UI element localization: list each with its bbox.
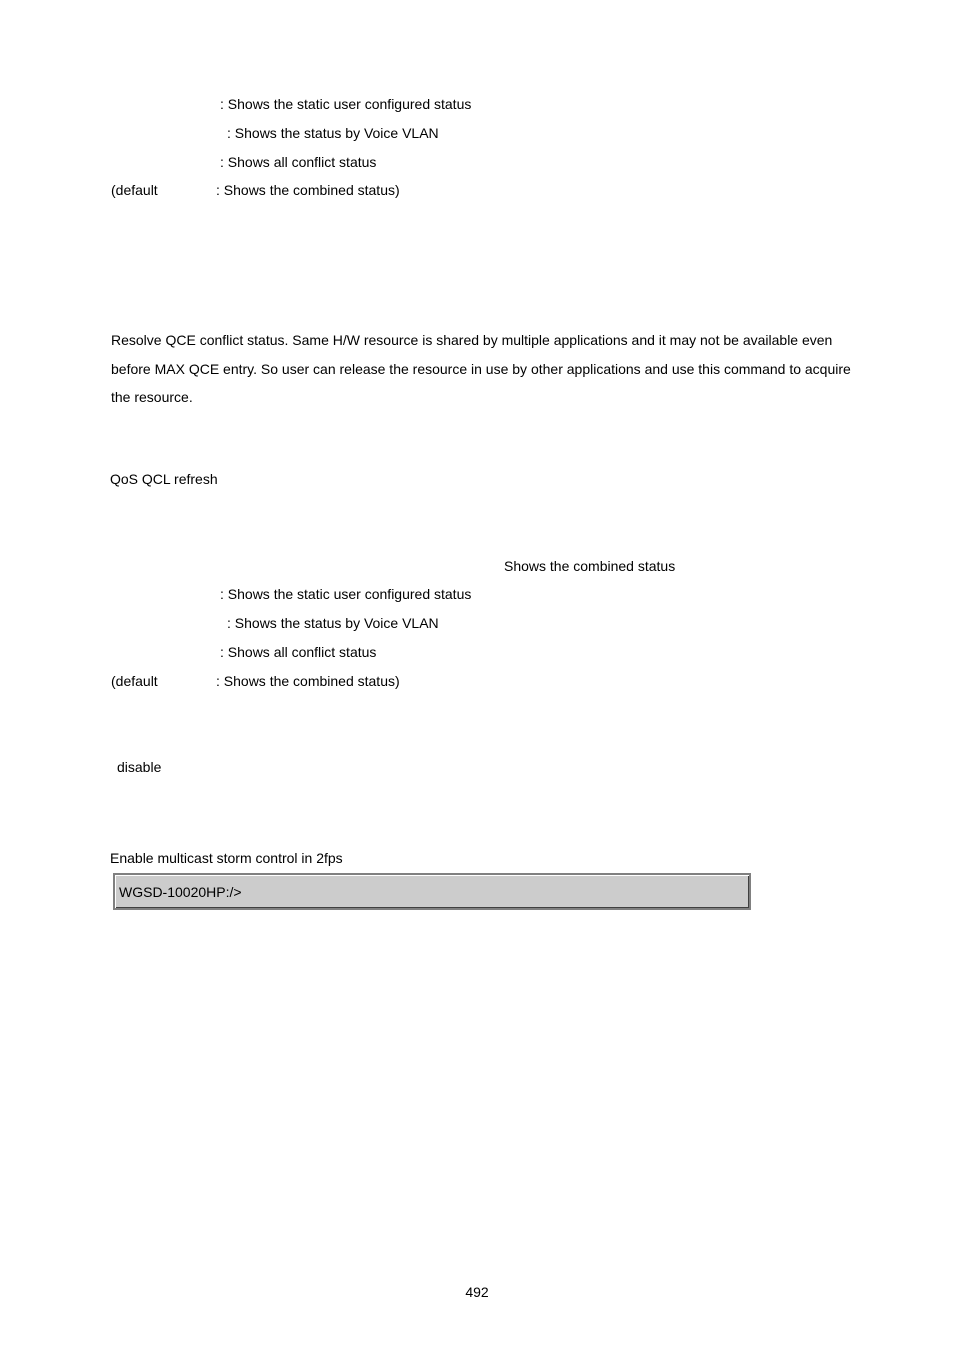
status-conflicts-desc: : Shows all conflict status <box>220 644 377 660</box>
example-description: Enable multicast storm control in 2fps <box>110 850 343 866</box>
status-default-prefix: (default <box>111 182 158 198</box>
description-paragraph <box>111 326 881 412</box>
default-value: disable <box>117 759 162 775</box>
description-line: Resolve QCE conflict status. Same H/W resource is shared by multiple applications and it may not be available even <box>111 332 833 348</box>
status-default-desc: : Shows the combined status) <box>216 182 400 198</box>
cli-prompt: WGSD-10020HP:/> <box>119 884 242 900</box>
cli-example-box <box>113 873 751 910</box>
status-default-prefix: (default <box>111 673 158 689</box>
parameter-intro: Shows the combined status <box>504 558 676 574</box>
syntax-text: QoS QCL refresh <box>110 471 218 487</box>
status-voice-vlan-desc: : Shows the status by Voice VLAN <box>227 125 439 141</box>
description-line: the resource. <box>111 389 193 406</box>
status-conflicts-desc: : Shows all conflict status <box>220 154 377 170</box>
page-number: 492 <box>465 1284 489 1300</box>
status-default-desc: : Shows the combined status) <box>216 673 400 689</box>
description-line: before MAX QCE entry. So user can release the resource in use by other applications and use this command to acquire <box>111 360 851 377</box>
status-static-desc: : Shows the static user configured status <box>220 586 472 602</box>
status-static-desc: : Shows the static user configured status <box>220 96 472 112</box>
status-voice-vlan-desc: : Shows the status by Voice VLAN <box>227 615 439 631</box>
